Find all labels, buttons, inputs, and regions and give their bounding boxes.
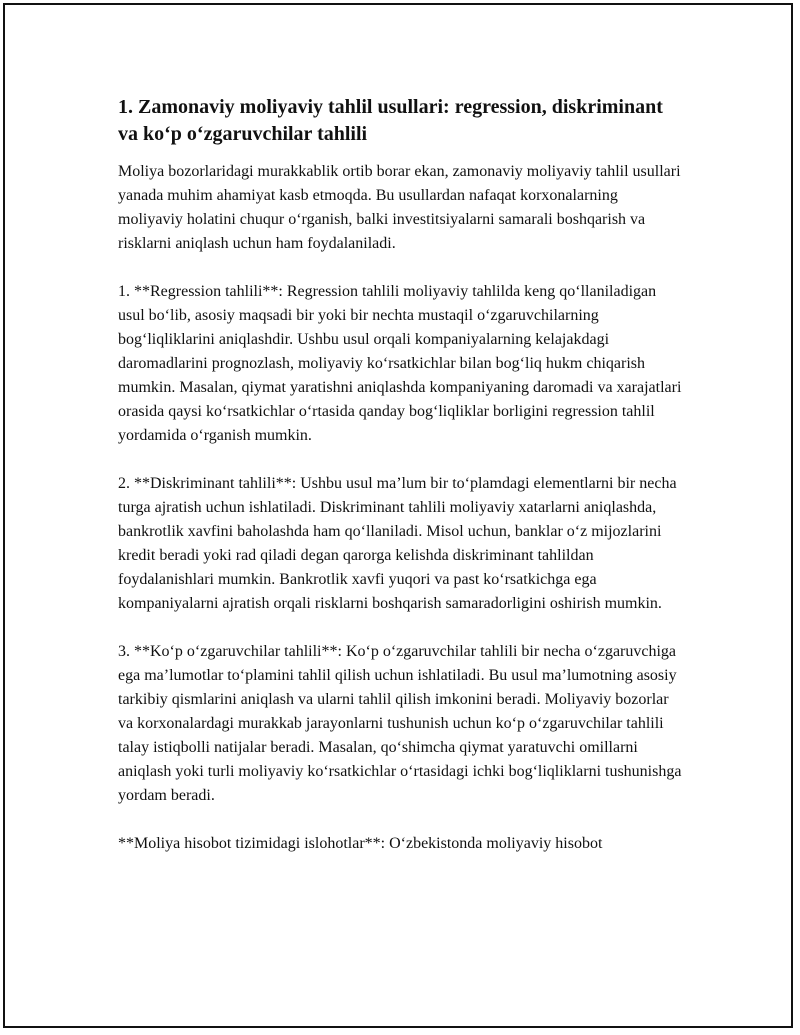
document-body bbox=[118, 94, 684, 880]
paragraph-discriminant: 2. **Diskriminant tahlili**: Ushbu usul maʼlum bir toʻplamdagi elementlarni bir necha turga ajratish uchun ishlatiladi. Diskriminant tahlili moliyaviy xatarlarni aniqlashda, bankrotlik xavfini baholashda ham qoʻllaniladi. Misol uchun, banklar oʻz mijozlarini kredit beradi yoki rad qiladi degan qarorga kelishda diskriminant tahlildan foydalanishlari mumkin. Bankrotlik xavfi yuqori va past koʻrsatkichga ega kompaniyalarni ajratish orqali risklarni boshqarish samaradorligini oshirish mumkin. bbox=[118, 475, 677, 612]
paragraph-intro: Moliya bozorlaridagi murakkablik ortib borar ekan, zamonaviy moliyaviy tahlil usullari yanada muhim ahamiyat kasb etmoqda. Bu usullardan nafaqat korxonalarning moliyaviy holatini chuqur oʻrganish, balki investitsiyalarni samarali boshqarish va risklarni aniqlash uchun ham foydalaniladi. bbox=[118, 163, 681, 252]
paragraph-regression: 1. **Regression tahlili**: Regression tahlili moliyaviy tahlilda keng qoʻllaniladigan usul boʻlib, asosiy maqsadi bir yoki bir nechta mustaqil oʻzgaruvchilarning bogʻliqliklarini aniqlashdir. Ushbu usul orqali kompaniyalarning kelajakdagi daromadlarini prognozlash, moliyaviy koʻrsatkichlar bilan bogʻliq hukm chiqarish mumkin. Masalan, qiymat yaratishni aniqlashda kompaniyaning daromadi va xarajatlari orasida qaysi koʻrsatkichlar oʻrtasida qanday bogʻliqliklar borligini regression tahlil yordamida oʻrganish mumkin. bbox=[118, 283, 682, 444]
paragraph-reporting-reforms: **Moliya hisobot tizimidagi islohotlar**: Oʻzbekistonda moliyaviy hisobot bbox=[118, 835, 603, 852]
paragraph-multivariate: 3. **Koʻp oʻzgaruvchilar tahlili**: Koʻp oʻzgaruvchilar tahlili bir necha oʻzgaruvchiga ega maʼlumotlar toʻplamini tahlil qilish uchun ishlatiladi. Bu usul maʼlumotning asosiy tarkibiy qismlarini aniqlash va ularni tahlil qilish imkonini beradi. Moliyaviy bozorlar va korxonalardagi murakkab jarayonlarni tushunish uchun koʻp oʻzgaruvchilar tahlili talay istiqbolli natijalar beradi. Masalan, qoʻshimcha qiymat yaratuvchi omillarni aniqlash yoki turli moliyaviy koʻrsatkichlar oʻrtasidagi ichki bogʻliqliklarni tushunishga yordam beradi. bbox=[118, 643, 682, 804]
document-title: 1. Zamonaviy moliyaviy tahlil usullari: regression, diskriminant va koʻp oʻzgaruvchilar tahlili bbox=[118, 96, 663, 145]
